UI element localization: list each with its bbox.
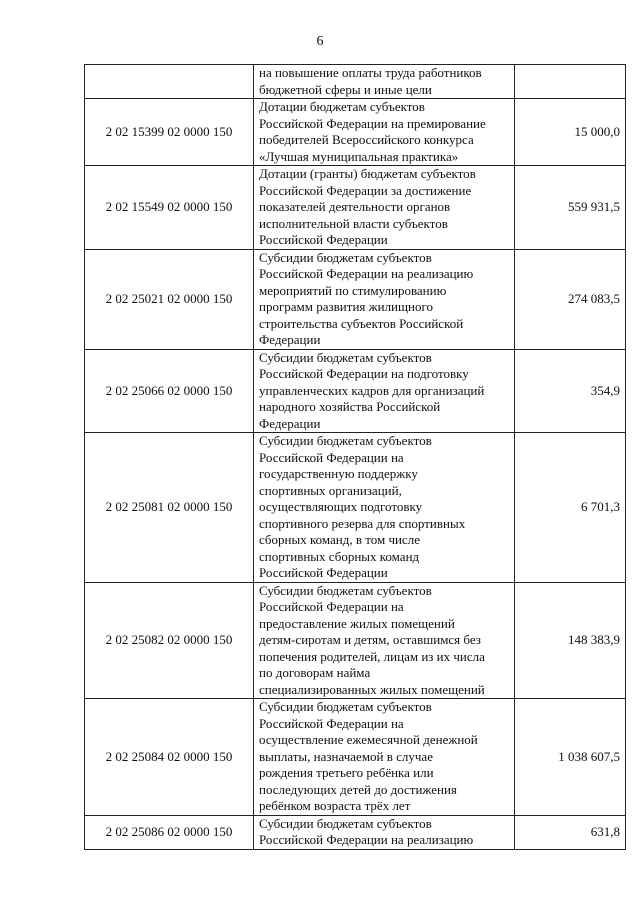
description-line: специализированных жилых помещений — [259, 681, 485, 697]
description-cell — [254, 433, 515, 583]
table-row — [85, 65, 626, 99]
description-line: Российской Федерации — [259, 565, 388, 580]
table-row — [85, 433, 626, 583]
description-line: мероприятий по стимулированию — [259, 282, 447, 298]
description-line: выплаты, назначаемой в случае — [259, 748, 433, 764]
description-cell — [254, 699, 515, 816]
amount-cell: 15 000,0 — [515, 99, 626, 166]
description-line: Субсидии бюджетам субъектов — [259, 699, 432, 714]
description-cell — [254, 99, 515, 166]
table-row — [85, 699, 626, 816]
budget-code-cell: 2 02 25081 02 0000 150 — [85, 433, 254, 583]
budget-code-cell: 2 02 25086 02 0000 150 — [85, 815, 254, 849]
description-line: предоставление жилых помещений — [259, 615, 455, 631]
description-line: бюджетной сферы и иные цели — [259, 81, 432, 97]
budget-code-cell: 2 02 15549 02 0000 150 — [85, 166, 254, 250]
description-line: программ развития жилищного — [259, 299, 433, 314]
description-cell — [254, 249, 515, 349]
description-line: Федерации — [259, 415, 321, 431]
amount-cell: 354,9 — [515, 349, 626, 433]
description-line: Субсидии бюджетам субъектов — [259, 815, 432, 831]
table-row — [85, 582, 626, 699]
table-row — [85, 815, 626, 849]
description-line: осуществление ежемесячной денежной — [259, 732, 478, 747]
description-line: осуществляющих подготовку — [259, 499, 423, 514]
description-line: спортивного резерва для спортивных — [259, 515, 466, 531]
description-line: государственную поддержку — [259, 466, 418, 481]
description-line: Дотации (гранты) бюджетам субъектов — [259, 166, 476, 181]
budget-code-cell: 2 02 15399 02 0000 150 — [85, 99, 254, 166]
budget-code-cell: 2 02 25084 02 0000 150 — [85, 699, 254, 816]
table-row — [85, 99, 626, 166]
amount-cell: 6 701,3 — [515, 433, 626, 583]
description-line: Российской Федерации на подготовку — [259, 366, 469, 381]
description-line: Российской Федерации на — [259, 449, 404, 465]
budget-revenue-table — [84, 64, 626, 850]
description-line: Российской Федерации на — [259, 715, 404, 731]
description-line: Субсидии бюджетам субъектов — [259, 433, 432, 448]
description-line: рождения третьего ребёнка или — [259, 765, 434, 780]
description-line: победителей Всероссийского конкурса — [259, 132, 474, 147]
description-line: Российской Федерации — [259, 232, 388, 247]
description-cell — [254, 65, 515, 99]
description-line: показателей деятельности органов — [259, 199, 451, 214]
description-line: строительства субъектов Российской — [259, 315, 464, 331]
description-line: Федерации — [259, 332, 321, 347]
description-line: ребёнком возраста трёх лет — [259, 798, 411, 813]
description-line: Российской Федерации на премирование — [259, 115, 486, 131]
description-line: по договорам найма — [259, 665, 371, 680]
amount-cell: 274 083,5 — [515, 249, 626, 349]
amount-cell: 1 038 607,5 — [515, 699, 626, 816]
table-row — [85, 349, 626, 433]
amount-cell: 559 931,5 — [515, 166, 626, 250]
description-line: управленческих кадров для организаций — [259, 382, 485, 398]
description-line: Российской Федерации на — [259, 599, 404, 614]
description-line: на повышение оплаты труда работников — [259, 65, 482, 80]
table-body — [85, 65, 626, 850]
budget-code-cell: 2 02 25082 02 0000 150 — [85, 582, 254, 699]
description-line: спортивных организаций, — [259, 482, 402, 498]
description-cell — [254, 166, 515, 250]
page-number: 6 — [316, 34, 324, 49]
description-cell — [254, 815, 515, 849]
description-cell — [254, 349, 515, 433]
amount-cell — [515, 65, 626, 99]
description-line: «Лучшая муниципальная практика» — [259, 148, 459, 164]
description-line: Дотации бюджетам субъектов — [259, 99, 425, 114]
table-row — [85, 166, 626, 250]
description-line: Субсидии бюджетам субъектов — [259, 349, 432, 365]
description-line: Российской Федерации за достижение — [259, 182, 472, 198]
table-row — [85, 249, 626, 349]
budget-code-cell — [85, 65, 254, 99]
description-line: народного хозяйства Российской — [259, 399, 441, 414]
description-line: сборных команд, в том числе — [259, 532, 421, 547]
description-line: попечения родителей, лицам из их числа — [259, 648, 485, 664]
budget-code-cell: 2 02 25066 02 0000 150 — [85, 349, 254, 433]
description-cell — [254, 582, 515, 699]
description-line: Российской Федерации на реализацию — [259, 832, 474, 847]
description-line: Субсидии бюджетам субъектов — [259, 249, 432, 265]
description-line: спортивных сборных команд — [259, 548, 420, 564]
description-line: Субсидии бюджетам субъектов — [259, 582, 432, 598]
description-line: исполнительной власти субъектов — [259, 215, 448, 231]
description-line: Российской Федерации на реализацию — [259, 266, 474, 281]
description-line: детям-сиротам и детям, оставшимся без — [259, 632, 481, 647]
amount-cell: 148 383,9 — [515, 582, 626, 699]
budget-code-cell: 2 02 25021 02 0000 150 — [85, 249, 254, 349]
description-line: последующих детей до достижения — [259, 781, 457, 797]
amount-cell: 631,8 — [515, 815, 626, 849]
